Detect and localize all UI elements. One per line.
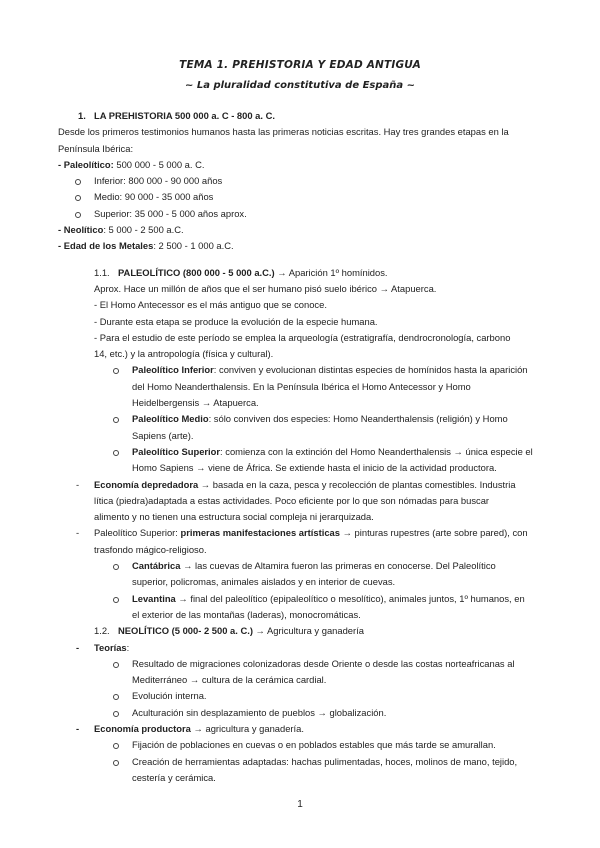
- list-item-paleolitico: [0, 157, 600, 173]
- paragraph-line: [0, 460, 600, 476]
- section-1-1-heading: [0, 265, 600, 281]
- term-label: Teorías: [94, 641, 127, 653]
- paragraph-line: [0, 346, 600, 362]
- term-prefix: Paleolítico Superior:: [94, 527, 181, 539]
- body-text: Aprox. Hace un millón de años que el ser humano pisó suelo ibérico → Atapuerca.: [94, 282, 437, 294]
- dash-marker: -: [76, 527, 80, 539]
- body-text: - El Homo Antecessor es el más antiguo que se conoce.: [94, 299, 327, 311]
- paragraph-line: [0, 395, 600, 411]
- document-subtitle: ~ La pluralidad constitutiva de España ~: [184, 80, 416, 91]
- body-text: del Homo Neanderthalensis. En la Península Ibérica el Homo Antecessor y Homo: [132, 380, 471, 392]
- bullet-circle-icon: [113, 694, 119, 700]
- body-text: cestería y cerámica.: [132, 771, 216, 783]
- list-item-neolitico: [0, 222, 600, 238]
- list-item-metales: [0, 238, 600, 254]
- list-item: [0, 444, 600, 460]
- bullet-circle-icon: [113, 564, 119, 570]
- bullet-circle-icon: [113, 368, 119, 374]
- list-item: - Teorías:: [76, 641, 130, 653]
- paragraph-line: [0, 124, 600, 140]
- term-label: - Paleolítico:: [58, 158, 114, 170]
- intro-text: Desde los primeros testimonios humanos hasta las primeras noticias escritas. Hay tres grandes etapas en la: [58, 126, 509, 138]
- body-text: 14, etc.) y la antropología (física y cultural).: [94, 348, 274, 360]
- term-label: Levantina: [132, 592, 176, 604]
- bullet-circle-icon: [113, 597, 119, 603]
- paragraph-line: [0, 428, 600, 444]
- body-text: Fijación de poblaciones en cuevas o en poblados estables que más tarde se amurallan.: [132, 739, 496, 751]
- term-colon: :: [126, 641, 130, 653]
- list-item: [0, 591, 600, 607]
- bullet-circle-icon: [113, 417, 119, 423]
- body-text: Evolución interna.: [132, 690, 207, 702]
- paragraph-line: [0, 141, 600, 157]
- paragraph-line: [0, 509, 600, 525]
- term-label: - Neolítico: [58, 224, 104, 236]
- body-text: Resultado de migraciones colonizadoras desde Oriente o desde las costas norteafricanas al: [132, 657, 515, 669]
- body-text: - Durante esta etapa se produce la evolución de la especie humana.: [94, 315, 378, 327]
- paragraph-line: [0, 281, 600, 297]
- body-text: alimento y no tienen una estructura social compleja ni jerarquizada.: [94, 511, 374, 523]
- bullet-circle-icon: [113, 760, 119, 766]
- list-item: [0, 737, 600, 753]
- document-body: [0, 108, 600, 786]
- list-item: [0, 705, 600, 721]
- body-text: Creación de herramientas adaptadas: hachas pulimentadas, hoces, molinos de mano, tejido,: [132, 755, 518, 767]
- section-title: PALEOLÍTICO (800 000 - 5 000 a.C.): [118, 266, 275, 278]
- sub-item-text: Superior: 35 000 - 5 000 años aprox.: [94, 207, 247, 219]
- term-label: Cantábrica: [132, 560, 181, 572]
- bullet-circle-icon: [113, 711, 119, 717]
- term-value: : sólo conviven dos especies: Homo Neanderthalensis (religión) y Homo: [208, 413, 508, 425]
- term-value: → las cuevas de Altamira fueron las primeras en conocerse. Del Paleolítico: [180, 560, 496, 572]
- section-1-2-heading: [0, 623, 600, 639]
- term-value: → basada en la caza, pesca y recolección de plantas comestibles. Industria: [198, 478, 516, 490]
- document-title: TEMA 1. PREHISTORIA Y EDAD ANTIGUA: [179, 59, 421, 71]
- term-label: - Edad de los Metales: [58, 240, 154, 252]
- body-text: Aculturación sin desplazamiento de pueblos → globalización.: [132, 706, 387, 718]
- list-item: [0, 656, 600, 672]
- body-text: Homo Sapiens → viene de África. Se extiende hasta el inicio de la actividad productora.: [132, 462, 497, 474]
- paragraph-line: [0, 379, 600, 395]
- term-label: Paleolítico Inferior: [132, 364, 214, 376]
- term-label: Economía depredadora: [94, 478, 199, 490]
- list-item: [0, 525, 600, 541]
- term-value: → agricultura y ganadería.: [190, 722, 304, 734]
- term-label: primeras manifestaciones artísticas: [180, 527, 340, 539]
- section-number: 1.: [78, 110, 86, 121]
- term-value: 500 000 - 5 000 a. C.: [113, 158, 205, 170]
- list-item: [0, 558, 600, 574]
- list-item: - Economía productora → agricultura y ganadería.: [76, 722, 304, 734]
- list-item: [0, 206, 600, 222]
- term-value: : conviven y evolucionan distintas especies de homínidos hasta la aparición: [213, 364, 528, 376]
- bullet-circle-icon: [75, 179, 81, 185]
- section-title-rest: → Agricultura y ganadería: [252, 625, 364, 637]
- list-item: [0, 411, 600, 427]
- paragraph-line: [0, 542, 600, 558]
- paragraph-line: [0, 297, 600, 313]
- body-text: Heidelbergensis → Atapuerca.: [132, 397, 259, 409]
- bullet-circle-icon: [75, 195, 81, 201]
- bullet-circle-icon: [75, 212, 81, 218]
- body-text: lítica (piedra)adaptada a estas actividades. Poco eficiente por lo que son nómadas para buscar: [94, 494, 490, 506]
- paragraph-line: [0, 672, 600, 688]
- sub-item-text: Inferior: 800 000 - 90 000 años: [94, 175, 223, 187]
- dash-marker: -: [76, 478, 80, 490]
- body-text: - Para el estudio de este período se emplea la arqueología (estratigrafía, dendrocronología, carbono: [94, 331, 511, 343]
- section-number: 1.1.: [94, 266, 110, 278]
- term-label: Paleolítico Medio: [132, 413, 209, 425]
- intro-text: Península Ibérica:: [58, 142, 134, 154]
- section-1-heading: [0, 108, 600, 124]
- list-item: [0, 477, 600, 493]
- page-number: 1: [297, 799, 303, 810]
- body-text: trasfondo mágico-religioso.: [94, 543, 207, 555]
- body-text: superior, policromas, animales aislados y en interior de cuevas.: [132, 576, 396, 588]
- list-item: [0, 189, 600, 205]
- paragraph-line: [0, 330, 600, 346]
- list-item: [0, 362, 600, 378]
- bullet-circle-icon: [113, 450, 119, 456]
- paragraph-line: [0, 314, 600, 330]
- term-label: Paleolítico Superior: [132, 445, 221, 457]
- paragraph-line: [0, 770, 600, 786]
- sub-item-text: Medio: 90 000 - 35 000 años: [94, 191, 214, 203]
- body-text: Mediterráneo → cultura de la cerámica cardial.: [132, 674, 327, 686]
- body-text: Sapiens (arte).: [132, 429, 194, 441]
- section-title: LA PREHISTORIA 500 000 a. C - 800 a. C.: [94, 110, 275, 121]
- term-label: Economía productora: [94, 722, 191, 734]
- list-item: [0, 173, 600, 189]
- section-title-rest: → Aparición 1º homínidos.: [274, 266, 388, 278]
- section-title: NEOLÍTICO (5 000- 2 500 a. C.): [118, 625, 253, 637]
- term-value: : 5 000 - 2 500 a.C.: [103, 224, 184, 236]
- paragraph-line: [0, 607, 600, 623]
- body-text: el exterior de las montañas (laderas), monocromáticas.: [132, 608, 361, 620]
- term-value: : 2 500 - 1 000 a.C.: [153, 240, 234, 252]
- paragraph-line: [0, 493, 600, 509]
- list-item: [0, 688, 600, 704]
- list-item: [0, 754, 600, 770]
- section-number: 1.2.: [94, 625, 110, 637]
- bullet-circle-icon: [113, 662, 119, 668]
- paragraph-line: [0, 574, 600, 590]
- term-value: → final del paleolítico (epipaleolítico o mesolítico), animales juntos, 1º humanos, en: [175, 592, 525, 604]
- bullet-circle-icon: [113, 743, 119, 749]
- term-value: : comienza con la extinción del Homo Neanderthalensis → única especie el: [220, 445, 533, 457]
- term-value: → pinturas rupestres (arte sobre pared), con: [339, 527, 528, 539]
